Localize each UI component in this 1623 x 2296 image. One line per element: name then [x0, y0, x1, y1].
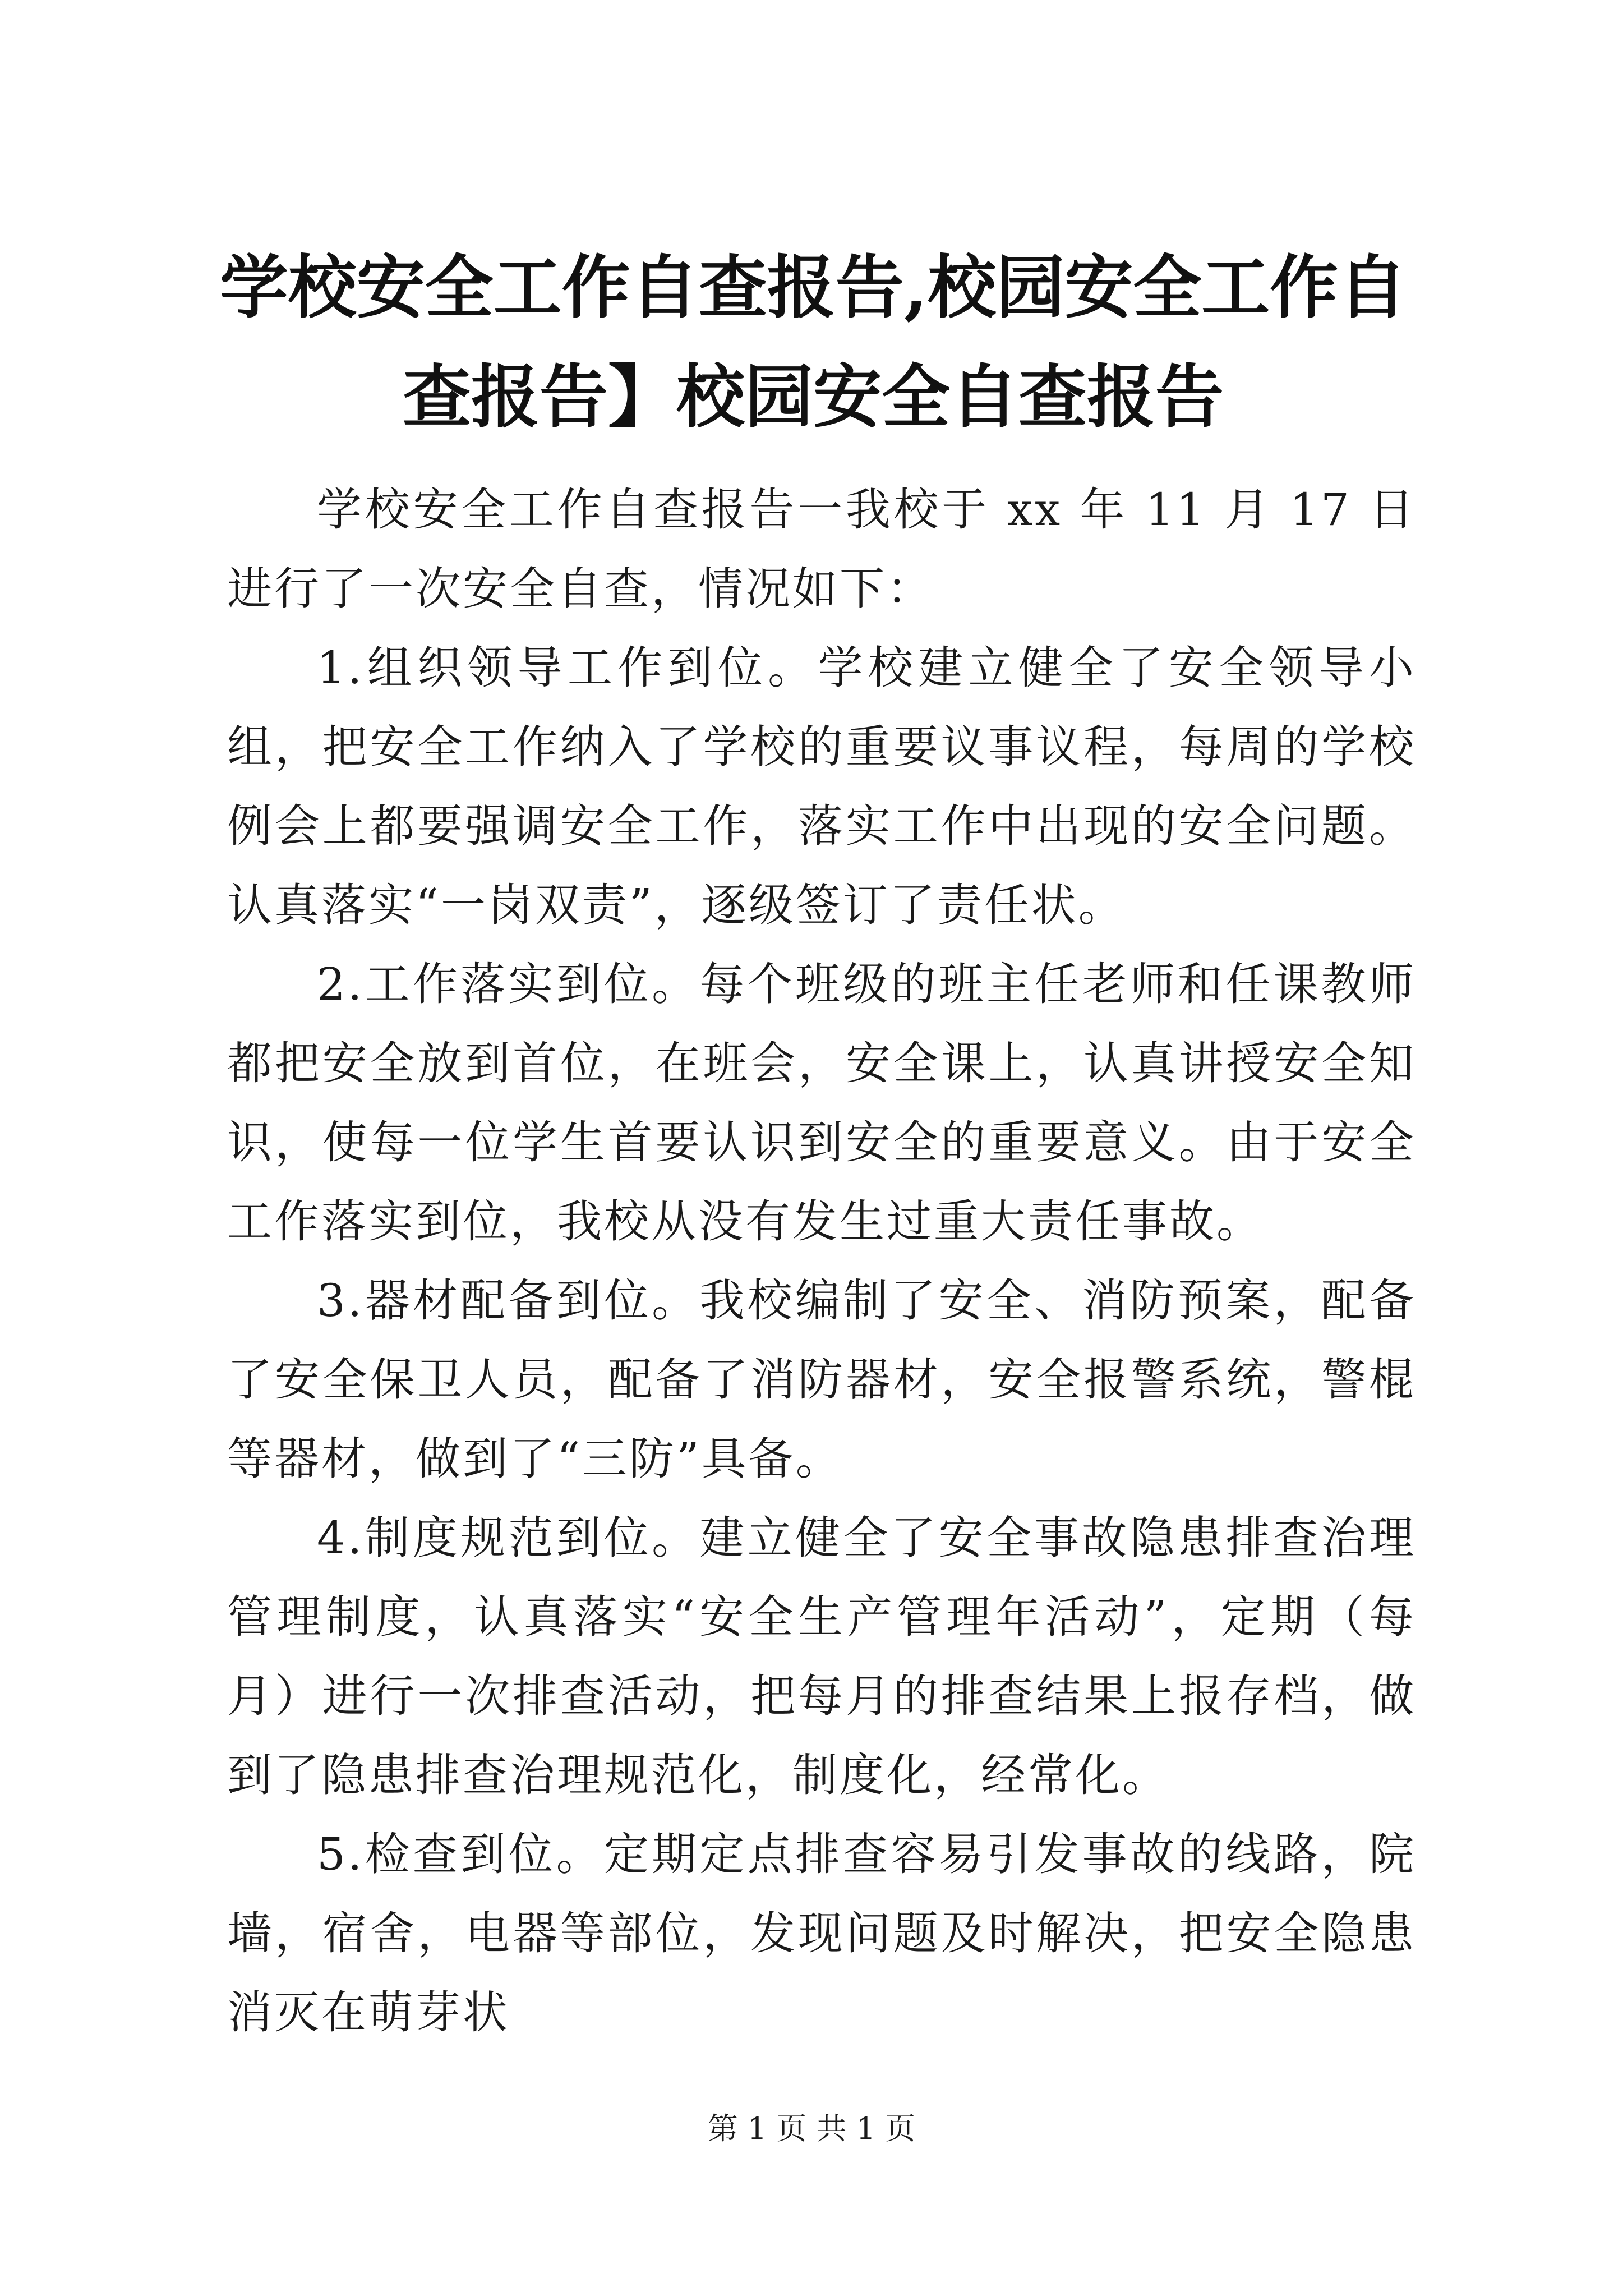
document-title: 学校安全工作自查报告,校园安全工作自查报告】校园安全自查报告 [219, 247, 1407, 437]
paragraph-inspection: 5.检查到位。定期定点排查容易引发事故的线路，院墙，宿舍，电器等部位，发现问题及时解决，把安全隐患消灭在萌芽状 [227, 1828, 1416, 2039]
document-body [227, 470, 1416, 2052]
paragraph-regulations: 4.制度规范到位。建立健全了安全事故隐患排查治理管理制度，认真落实“安全生产管理年活动”，定期（每月）进行一次排查活动，把每月的排查结果上报存档，做到了隐患排查治理规范化，制度化，经常化。 [227, 1512, 1416, 1801]
paragraph-leadership: 1.组织领导工作到位。学校建立健全了安全领导小组，把安全工作纳入了学校的重要议事议程，每周的学校例会上都要强调安全工作，落实工作中出现的安全问题。认真落实“一岗双责”，逐级签订了责任状。 [227, 642, 1416, 931]
paragraph-implementation: 2.工作落实到位。每个班级的班主任老师和任课教师都把安全放到首位，在班会，安全课上，认真讲授安全知识，使每一位学生首要认识到安全的重要意义。由于安全工作落实到位，我校从没有发生过重大责任事故。 [227, 958, 1416, 1248]
paragraph-equipment: 3.器材配备到位。我校编制了安全、消防预案，配备了安全保卫人员，配备了消防器材，安全报警系统，警棍等器材，做到了“三防”具备。 [227, 1274, 1416, 1485]
page-number-footer: 第 1 页 共 1 页 [707, 2111, 916, 2146]
paragraph-intro: 学校安全工作自查报告一我校于 xx 年 11 月 17 日进行了一次安全自查，情况如下： [227, 484, 1416, 615]
